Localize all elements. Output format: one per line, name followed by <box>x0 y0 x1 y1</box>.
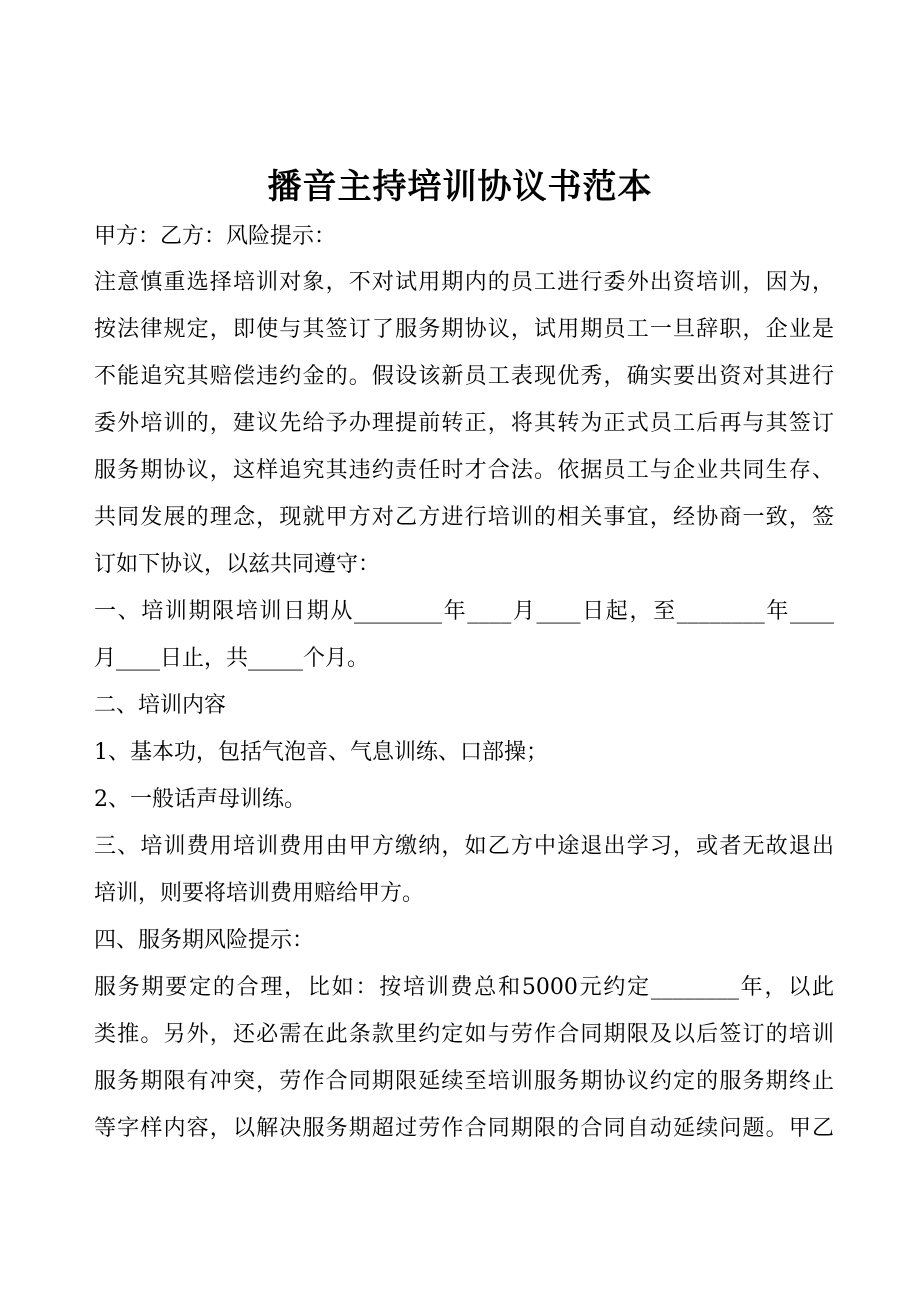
paragraph-line: 订如下协议，以兹共同遵守： <box>94 552 381 577</box>
paragraph-line: 三、培训费用培训费用由甲方缴纳，如乙方中途退出学习，或者无故退出 <box>94 834 834 859</box>
paragraph-line: 按法律规定，即使与其签订了服务期协议，试用期员工一旦辞职，企业是 <box>94 317 834 342</box>
paragraph-line: 甲方：乙方：风险提示： <box>94 224 337 249</box>
paragraph-line: 共同发展的理念，现就甲方对乙方进行培训的相关事宜，经协商一致，签 <box>94 505 834 530</box>
document-title: 播音主持培训协议书范本 <box>267 167 653 207</box>
list-item: 1、基本功，包括气泡音、气息训练、口部操； <box>94 740 548 765</box>
section-heading: 四、服务期风险提示： <box>94 928 315 953</box>
paragraph-line: 委外培训的，建议先给予办理提前转正，将其转为正式员工后再与其签订 <box>94 411 834 436</box>
paragraph-line: 服务期要定的合理，比如：按培训费总和5000元约定________年，以此 <box>94 975 834 1000</box>
paragraph-line: 服务期限有冲突，劳作合同期限延续至培训服务期协议约定的服务期终止 <box>94 1069 834 1094</box>
paragraph-line: 培训，则要将培训费用赔给甲方。 <box>94 881 425 906</box>
paragraph-line: 一、培训期限培训日期从________年____月____日起，至________年____ <box>94 599 834 624</box>
paragraph-line: 注意慎重选择培训对象，不对试用期内的员工进行委外出资培训，因为， <box>94 270 834 295</box>
list-item: 2、一般话声母训练。 <box>94 787 306 812</box>
section-heading: 二、培训内容 <box>94 693 227 718</box>
paragraph-line: 不能追究其赔偿违约金的。假设该新员工表现优秀，确实要出资对其进行 <box>94 364 834 389</box>
paragraph-line: 等字样内容，以解决服务期超过劳作合同期限的合同自动延续问题。甲乙 <box>94 1116 834 1141</box>
paragraph-line: 类推。另外，还必需在此条款里约定如与劳作合同期限及以后签订的培训 <box>94 1022 834 1047</box>
paragraph-line: 月____日止，共_____个月。 <box>94 646 370 671</box>
paragraph-line: 服务期协议，这样追究其违约责任时才合法。依据员工与企业共同生存、 <box>94 458 834 483</box>
